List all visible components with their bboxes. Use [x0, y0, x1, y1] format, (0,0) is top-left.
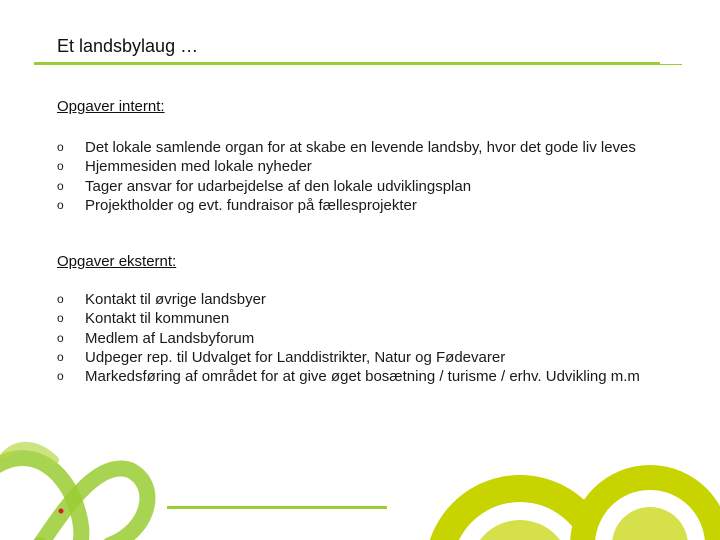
list-item-text: Medlem af Landsbyforum [85, 329, 255, 347]
list-item-text: Projektholder og evt. fundraisor på fællesprojekter [85, 196, 417, 214]
list-item-text: Markedsføring af området for at give øget bosætning / turisme / erhv. Udvikling m.m [85, 368, 640, 386]
list-item-text: Udpeger rep. til Udvalget for Landdistrikter, Natur og Fødevarer [85, 348, 506, 366]
section-heading-external: Opgaver eksternt: [57, 253, 177, 270]
circle-swirl-icon [425, 465, 720, 540]
bullet-icon: o [57, 159, 64, 174]
bullet-icon: o [57, 197, 64, 212]
list-item-text: Det lokale samlende organ for at skabe en levende landsby, hvor det gode liv leves [85, 139, 636, 156]
bullet-icon: o [57, 330, 64, 345]
slide-title: Et landsbylaug … [57, 36, 199, 56]
bullet-icon: o [57, 292, 64, 306]
section-heading-internal: Opgaver internt: [57, 98, 165, 115]
logo-dot-icon [59, 509, 64, 514]
list-item-text: Tager ansvar for udarbejdelse af den lokale udviklingsplan [85, 177, 472, 195]
bullet-icon: o [57, 349, 64, 364]
bullet-icon: o [57, 311, 64, 326]
footer-divider [167, 506, 387, 509]
bullet-icon: o [57, 178, 64, 193]
bullet-icon: o [57, 140, 64, 154]
list-item-text: Kontakt til kommunen [85, 310, 230, 328]
landsby-logo-icon [0, 446, 147, 540]
list-item-text: Kontakt til øvrige landsbyer [85, 291, 266, 308]
bullet-icon: o [57, 369, 64, 384]
list-item-text: Hjemmesiden med lokale nyheder [85, 158, 312, 176]
